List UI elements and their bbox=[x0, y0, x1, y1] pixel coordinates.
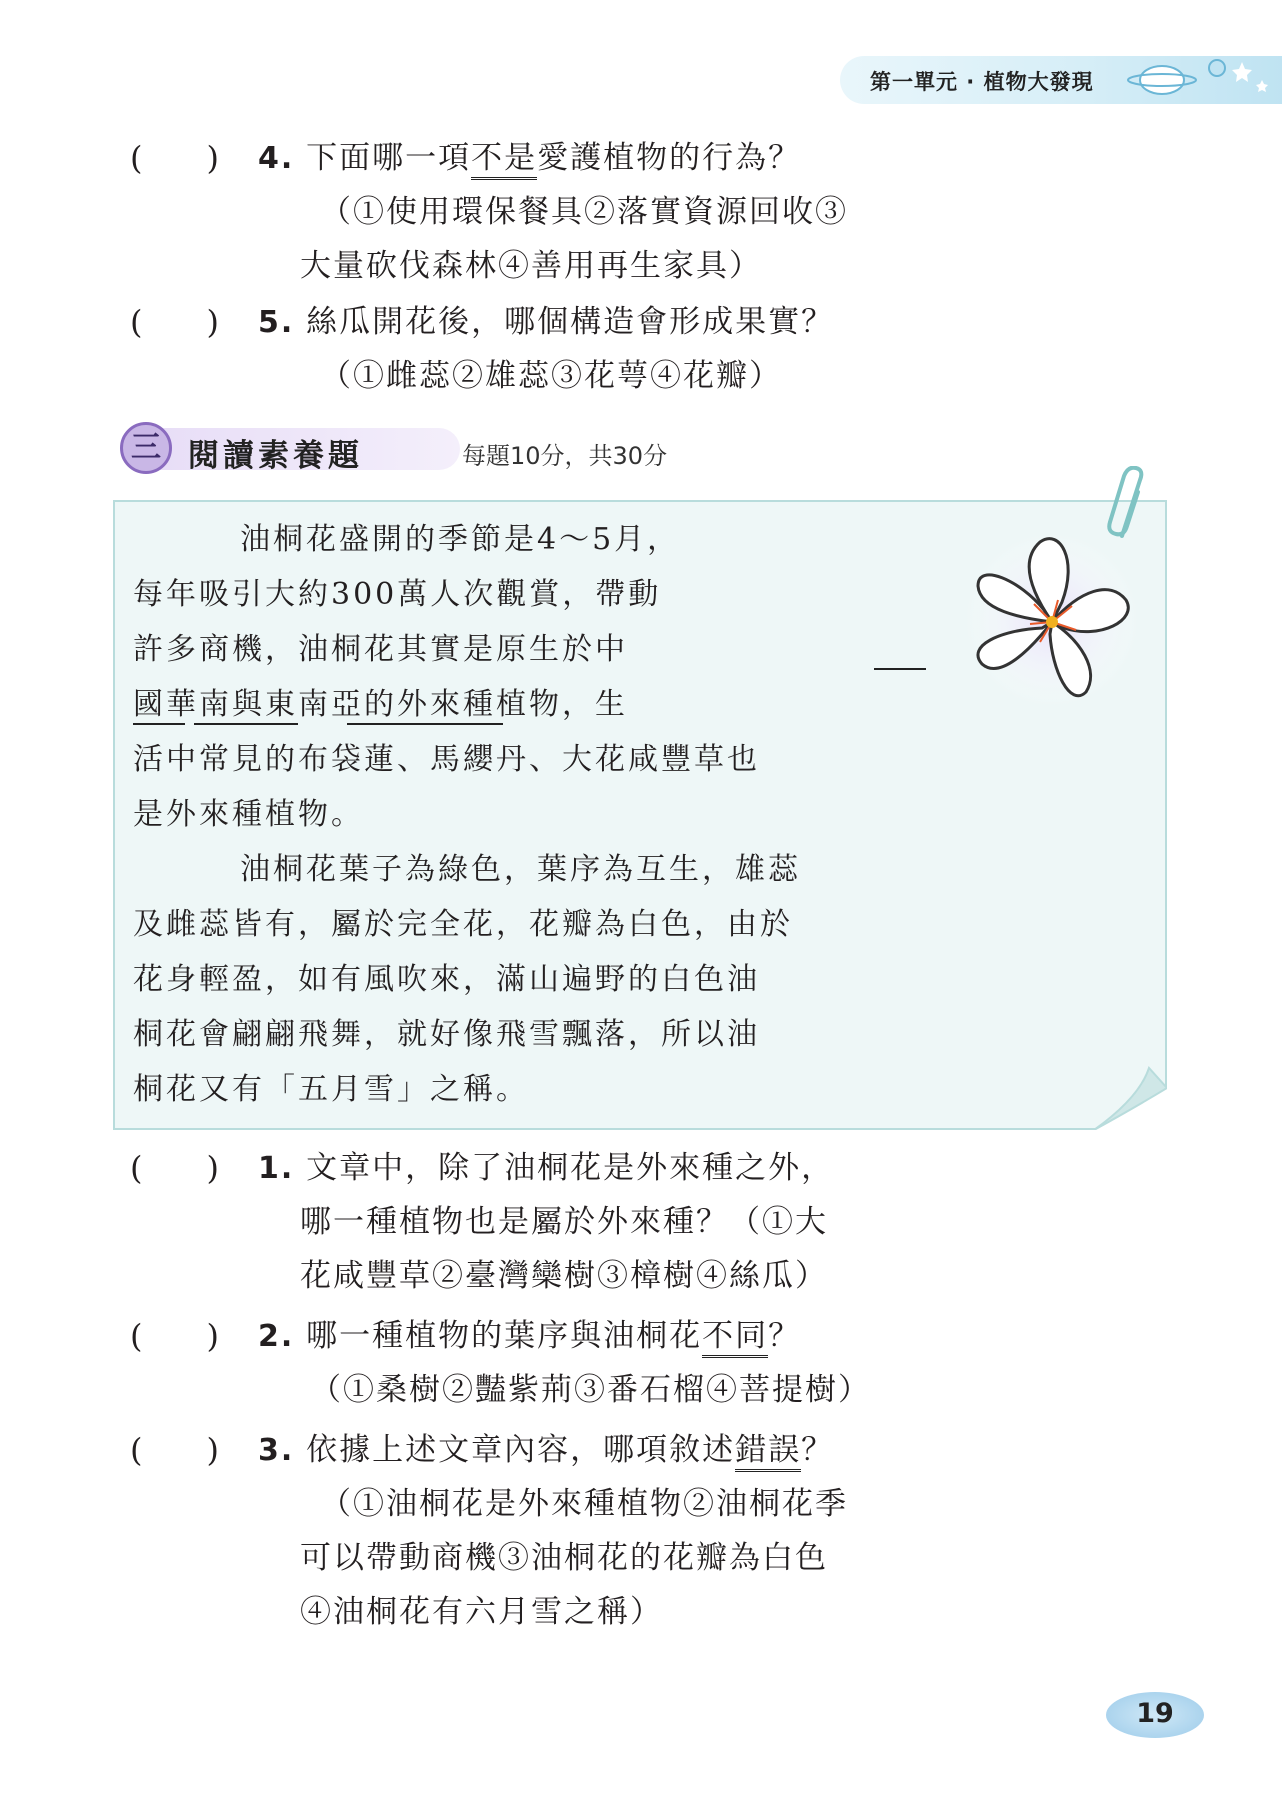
page-curl-decoration bbox=[1094, 1048, 1167, 1130]
passage-text: 國華南與東南亞的外來種植物，生 bbox=[133, 687, 628, 722]
place-name-underline bbox=[133, 723, 185, 725]
planet-decoration-icon bbox=[1122, 50, 1282, 112]
passage-line: 油桐花盛開的季節是4～5月， bbox=[240, 522, 681, 557]
reading-question-3-options: 可以帶動商機③油桐花的花瓣為白色 bbox=[300, 1540, 828, 1576]
reading-question-2 bbox=[258, 1316, 801, 1357]
passage-line: 油桐花葉子為綠色，葉序為互生，雄蕊 bbox=[240, 852, 801, 887]
question-5-stem bbox=[258, 302, 834, 343]
question-4-stem bbox=[258, 138, 801, 179]
passage-line: 是外來種植物。 bbox=[133, 797, 364, 832]
reading-question-2-options: （①桑樹②豔紫荊③番石榴④菩提樹） bbox=[310, 1372, 871, 1408]
answer-blank[interactable]: ( ) bbox=[130, 303, 219, 341]
passage-line: 每年吸引大約300萬人次觀賞，帶動 bbox=[133, 577, 662, 612]
question-text: ？ bbox=[801, 1432, 835, 1468]
section-title: 閱讀素養題 bbox=[188, 438, 363, 474]
question-text: ？ bbox=[768, 1318, 802, 1354]
answer-blank[interactable]: ( ) bbox=[130, 139, 219, 177]
reading-question-1 bbox=[258, 1148, 834, 1189]
passage-text: 許多商機，油桐花其實是原生於中 bbox=[133, 632, 628, 667]
reading-question-3-options: （①油桐花是外來種植物②油桐花季 bbox=[320, 1486, 848, 1522]
section-number-badge: 三 bbox=[120, 422, 172, 474]
emphasis-text: 不同 bbox=[702, 1318, 768, 1358]
section-score: 每題10分，共30分 bbox=[462, 442, 668, 470]
question-number: 5. bbox=[258, 305, 295, 340]
question-text: 文章中，除了油桐花是外來種之外， bbox=[306, 1150, 835, 1186]
place-name-underline bbox=[874, 668, 926, 670]
emphasis-text: 不是 bbox=[471, 140, 537, 180]
question-text: 哪一種植物的葉序與油桐花 bbox=[306, 1318, 703, 1354]
passage-line: 桐花又有「五月雪」之稱。 bbox=[133, 1072, 529, 1107]
question-text: 絲瓜開花後，哪個構造會形成果實？ bbox=[306, 304, 835, 340]
reading-question-1-line: 哪一種植物也是屬於外來種？（①大 bbox=[300, 1204, 828, 1240]
question-5-options: （①雌蕊②雄蕊③花萼④花瓣） bbox=[320, 358, 782, 394]
passage-line: 花身輕盈，如有風吹來，滿山遍野的白色油 bbox=[133, 962, 760, 997]
reading-question-3-options: ④油桐花有六月雪之稱） bbox=[300, 1594, 663, 1630]
question-number: 1. bbox=[258, 1151, 295, 1186]
passage-line bbox=[133, 630, 628, 670]
question-number: 3. bbox=[258, 1433, 295, 1468]
emphasis-text: 錯誤 bbox=[735, 1432, 801, 1472]
place-name-underline bbox=[347, 723, 503, 725]
question-4-options: （①使用環保餐具②落實資源回收③ bbox=[320, 194, 848, 230]
passage-line: 活中常見的布袋蓮、馬纓丹、大花咸豐草也 bbox=[133, 742, 760, 777]
answer-blank[interactable]: ( ) bbox=[130, 1149, 219, 1187]
answer-blank[interactable]: ( ) bbox=[130, 1317, 219, 1355]
place-name-underline bbox=[194, 723, 298, 725]
tung-flower-illustration bbox=[960, 530, 1140, 710]
answer-blank[interactable]: ( ) bbox=[130, 1431, 219, 1469]
reading-question-3 bbox=[258, 1430, 834, 1471]
reading-question-1-options: 花咸豐草②臺灣欒樹③樟樹④絲瓜） bbox=[300, 1258, 828, 1294]
question-number: 4. bbox=[258, 141, 295, 176]
question-text: 下面哪一項 bbox=[306, 140, 472, 176]
question-text: 依據上述文章內容，哪項敘述 bbox=[306, 1432, 736, 1468]
question-4-options: 大量砍伐森林④善用再生家具） bbox=[300, 248, 762, 284]
question-text: 愛護植物的行為？ bbox=[537, 140, 802, 176]
page-number: 19 bbox=[1136, 1698, 1174, 1729]
passage-line: 桐花會翩翩飛舞，就好像飛雪飄落，所以油 bbox=[133, 1017, 760, 1052]
passage-line bbox=[133, 685, 628, 725]
passage-line: 及雌蕊皆有，屬於完全花，花瓣為白色，由於 bbox=[133, 907, 793, 942]
question-number: 2. bbox=[258, 1319, 295, 1354]
unit-title: 第一單元 · 植物大發現 bbox=[870, 70, 1094, 94]
